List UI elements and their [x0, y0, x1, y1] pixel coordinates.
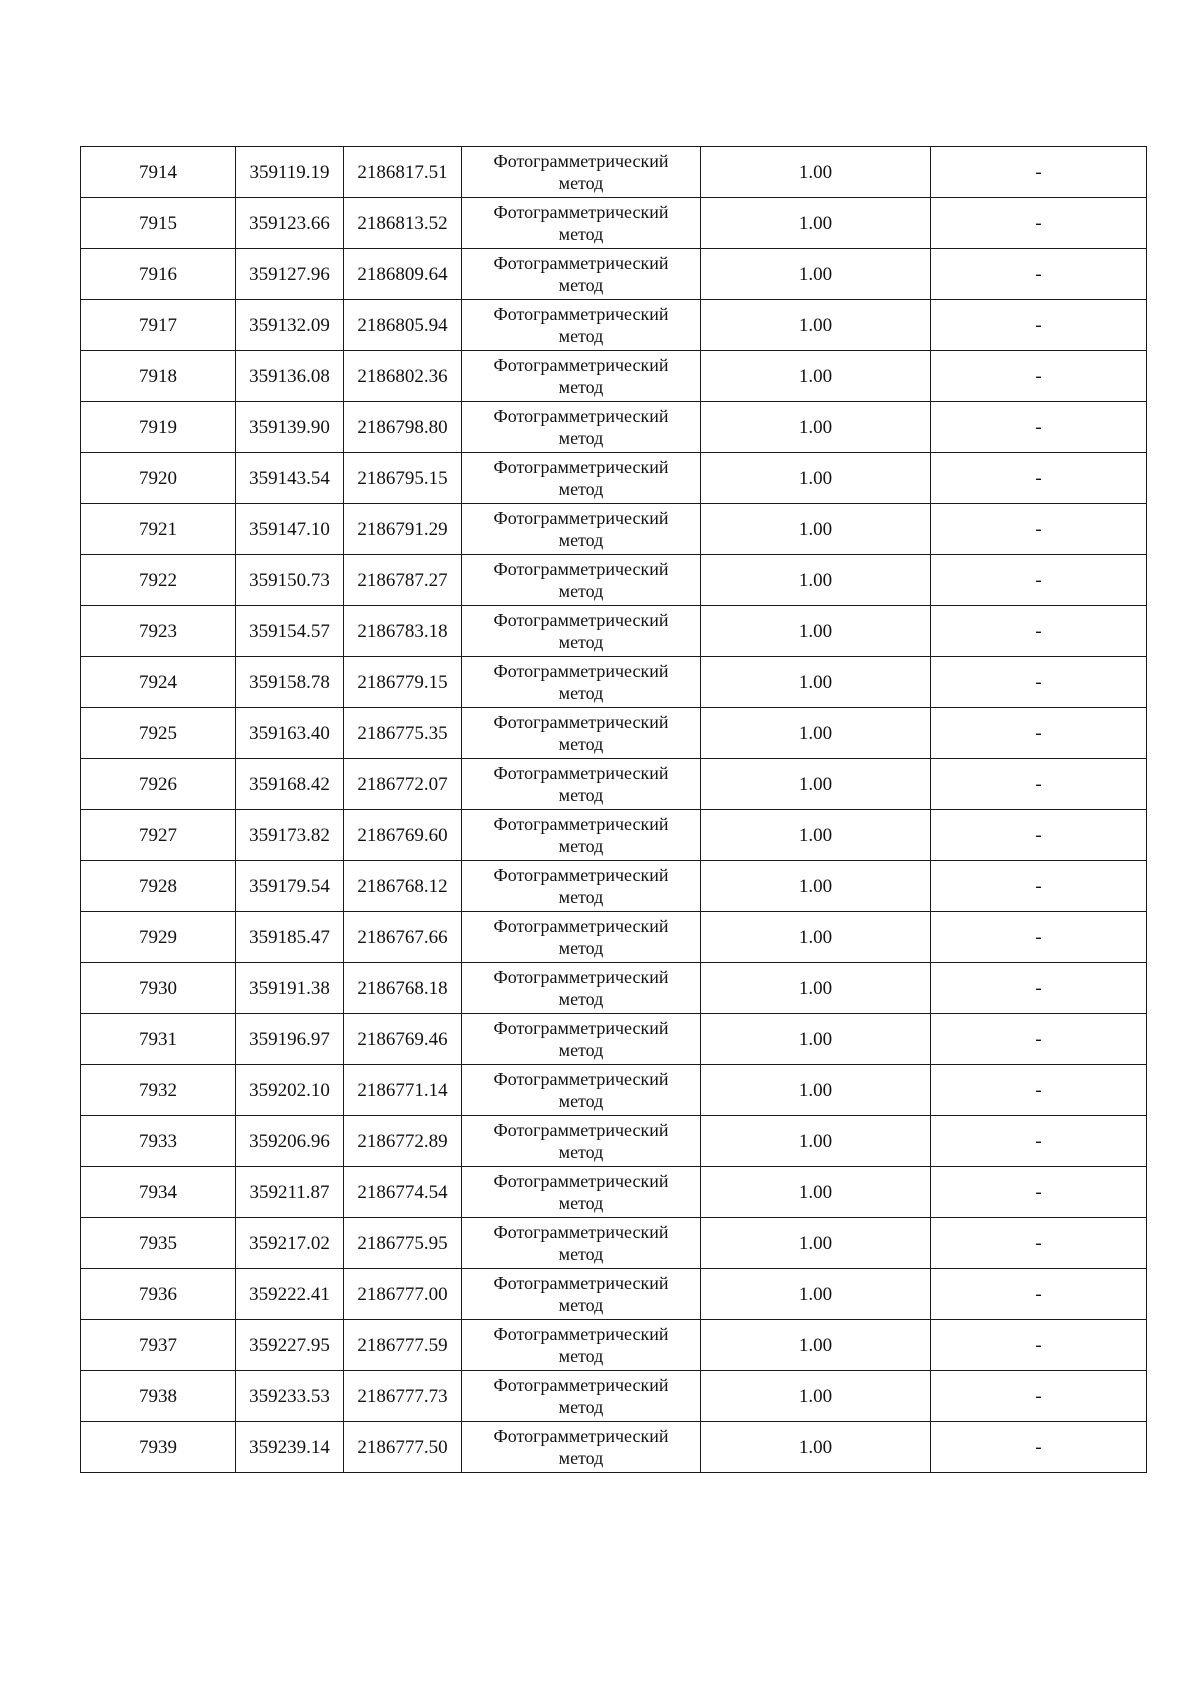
- method-line-1: Фотограмметрический: [493, 508, 669, 528]
- table-row: [81, 249, 1147, 300]
- method-line-2: метод: [558, 275, 604, 295]
- accuracy-cell: 1.00: [701, 1371, 931, 1422]
- table-row: [81, 861, 1147, 912]
- x-coordinate-cell: 359123.66: [236, 198, 344, 249]
- accuracy-cell: 1.00: [701, 1218, 931, 1269]
- accuracy-cell: 1.00: [701, 1269, 931, 1320]
- method-line-1: Фотограмметрический: [493, 253, 669, 273]
- accuracy-cell: 1.00: [701, 300, 931, 351]
- method-cell: [462, 657, 701, 708]
- method-line-2: метод: [558, 1040, 604, 1060]
- accuracy-cell: 1.00: [701, 504, 931, 555]
- method-line-1: Фотограмметрический: [493, 610, 669, 630]
- x-coordinate-cell: 359196.97: [236, 1014, 344, 1065]
- accuracy-cell: 1.00: [701, 963, 931, 1014]
- note-cell: -: [931, 555, 1147, 606]
- table-row: [81, 606, 1147, 657]
- x-coordinate-cell: 359233.53: [236, 1371, 344, 1422]
- y-coordinate-cell: 2186768.18: [344, 963, 462, 1014]
- method-line-2: метод: [558, 1193, 604, 1213]
- point-number-cell: 7938: [81, 1371, 236, 1422]
- method-line-2: метод: [558, 734, 604, 754]
- method-cell: [462, 606, 701, 657]
- method-line-2: метод: [558, 173, 604, 193]
- x-coordinate-cell: 359147.10: [236, 504, 344, 555]
- table-row: [81, 198, 1147, 249]
- note-cell: -: [931, 1269, 1147, 1320]
- point-number-cell: 7923: [81, 606, 236, 657]
- point-number-cell: 7932: [81, 1065, 236, 1116]
- y-coordinate-cell: 2186775.35: [344, 708, 462, 759]
- accuracy-cell: 1.00: [701, 861, 931, 912]
- table-row: [81, 1167, 1147, 1218]
- y-coordinate-cell: 2186783.18: [344, 606, 462, 657]
- method-cell: [462, 351, 701, 402]
- method-line-2: метод: [558, 632, 604, 652]
- y-coordinate-cell: 2186772.07: [344, 759, 462, 810]
- accuracy-cell: 1.00: [701, 1014, 931, 1065]
- method-cell: [462, 810, 701, 861]
- table-row: [81, 147, 1147, 198]
- method-line-2: метод: [558, 428, 604, 448]
- method-line-1: Фотограмметрический: [493, 916, 669, 936]
- note-cell: -: [931, 708, 1147, 759]
- method-line-2: метод: [558, 836, 604, 856]
- point-number-cell: 7919: [81, 402, 236, 453]
- note-cell: -: [931, 912, 1147, 963]
- table-row: [81, 657, 1147, 708]
- accuracy-cell: 1.00: [701, 1320, 931, 1371]
- method-line-1: Фотограмметрический: [493, 712, 669, 732]
- x-coordinate-cell: 359206.96: [236, 1116, 344, 1167]
- method-line-2: метод: [558, 938, 604, 958]
- point-number-cell: 7922: [81, 555, 236, 606]
- table-row: [81, 963, 1147, 1014]
- point-number-cell: 7937: [81, 1320, 236, 1371]
- y-coordinate-cell: 2186802.36: [344, 351, 462, 402]
- method-cell: [462, 1269, 701, 1320]
- method-line-1: Фотограмметрический: [493, 1375, 669, 1395]
- table-row: [81, 351, 1147, 402]
- y-coordinate-cell: 2186775.95: [344, 1218, 462, 1269]
- point-number-cell: 7925: [81, 708, 236, 759]
- accuracy-cell: 1.00: [701, 402, 931, 453]
- x-coordinate-cell: 359168.42: [236, 759, 344, 810]
- x-coordinate-cell: 359227.95: [236, 1320, 344, 1371]
- y-coordinate-cell: 2186805.94: [344, 300, 462, 351]
- y-coordinate-cell: 2186817.51: [344, 147, 462, 198]
- note-cell: -: [931, 402, 1147, 453]
- table-row: [81, 1065, 1147, 1116]
- method-cell: [462, 708, 701, 759]
- note-cell: -: [931, 759, 1147, 810]
- x-coordinate-cell: 359222.41: [236, 1269, 344, 1320]
- method-cell: [462, 1167, 701, 1218]
- note-cell: -: [931, 351, 1147, 402]
- accuracy-cell: 1.00: [701, 555, 931, 606]
- point-number-cell: 7921: [81, 504, 236, 555]
- x-coordinate-cell: 359139.90: [236, 402, 344, 453]
- note-cell: -: [931, 453, 1147, 504]
- method-line-2: метод: [558, 989, 604, 1009]
- x-coordinate-cell: 359154.57: [236, 606, 344, 657]
- table-row: [81, 1422, 1147, 1473]
- method-cell: [462, 147, 701, 198]
- point-number-cell: 7926: [81, 759, 236, 810]
- method-cell: [462, 963, 701, 1014]
- note-cell: -: [931, 657, 1147, 708]
- table-row: [81, 1014, 1147, 1065]
- method-line-2: метод: [558, 785, 604, 805]
- note-cell: -: [931, 963, 1147, 1014]
- method-cell: [462, 249, 701, 300]
- method-cell: [462, 504, 701, 555]
- x-coordinate-cell: 359143.54: [236, 453, 344, 504]
- x-coordinate-cell: 359163.40: [236, 708, 344, 759]
- method-line-2: метод: [558, 326, 604, 346]
- y-coordinate-cell: 2186787.27: [344, 555, 462, 606]
- method-line-1: Фотограмметрический: [493, 967, 669, 987]
- table-row: [81, 759, 1147, 810]
- point-number-cell: 7914: [81, 147, 236, 198]
- method-cell: [462, 1116, 701, 1167]
- method-line-2: метод: [558, 1346, 604, 1366]
- note-cell: -: [931, 1116, 1147, 1167]
- y-coordinate-cell: 2186777.73: [344, 1371, 462, 1422]
- x-coordinate-cell: 359132.09: [236, 300, 344, 351]
- note-cell: -: [931, 1167, 1147, 1218]
- accuracy-cell: 1.00: [701, 453, 931, 504]
- method-line-1: Фотограмметрический: [493, 763, 669, 783]
- method-line-1: Фотограмметрический: [493, 814, 669, 834]
- x-coordinate-cell: 359202.10: [236, 1065, 344, 1116]
- point-number-cell: 7916: [81, 249, 236, 300]
- method-cell: [462, 453, 701, 504]
- accuracy-cell: 1.00: [701, 1422, 931, 1473]
- y-coordinate-cell: 2186772.89: [344, 1116, 462, 1167]
- table-row: [81, 453, 1147, 504]
- method-line-2: метод: [558, 1091, 604, 1111]
- accuracy-cell: 1.00: [701, 1065, 931, 1116]
- x-coordinate-cell: 359173.82: [236, 810, 344, 861]
- table-row: [81, 300, 1147, 351]
- table-row: [81, 1218, 1147, 1269]
- y-coordinate-cell: 2186798.80: [344, 402, 462, 453]
- method-line-2: метод: [558, 581, 604, 601]
- method-line-1: Фотограмметрический: [493, 1222, 669, 1242]
- x-coordinate-cell: 359239.14: [236, 1422, 344, 1473]
- table-row: [81, 810, 1147, 861]
- y-coordinate-cell: 2186795.15: [344, 453, 462, 504]
- method-cell: [462, 402, 701, 453]
- note-cell: -: [931, 1320, 1147, 1371]
- method-line-1: Фотограмметрический: [493, 559, 669, 579]
- point-number-cell: 7939: [81, 1422, 236, 1473]
- table-row: [81, 504, 1147, 555]
- x-coordinate-cell: 359185.47: [236, 912, 344, 963]
- method-cell: [462, 1320, 701, 1371]
- point-number-cell: 7920: [81, 453, 236, 504]
- y-coordinate-cell: 2186767.66: [344, 912, 462, 963]
- method-cell: [462, 1218, 701, 1269]
- method-line-2: метод: [558, 530, 604, 550]
- note-cell: -: [931, 249, 1147, 300]
- accuracy-cell: 1.00: [701, 1167, 931, 1218]
- coordinates-table: [80, 146, 1147, 1473]
- method-cell: [462, 300, 701, 351]
- note-cell: -: [931, 300, 1147, 351]
- table-row: [81, 708, 1147, 759]
- note-cell: -: [931, 147, 1147, 198]
- table-row: [81, 1371, 1147, 1422]
- method-cell: [462, 759, 701, 810]
- x-coordinate-cell: 359179.54: [236, 861, 344, 912]
- x-coordinate-cell: 359119.19: [236, 147, 344, 198]
- note-cell: -: [931, 1422, 1147, 1473]
- method-line-2: метод: [558, 887, 604, 907]
- table-row: [81, 1269, 1147, 1320]
- method-line-2: метод: [558, 479, 604, 499]
- y-coordinate-cell: 2186779.15: [344, 657, 462, 708]
- method-line-1: Фотограмметрический: [493, 457, 669, 477]
- method-cell: [462, 861, 701, 912]
- coordinates-table-body: [81, 147, 1147, 1473]
- point-number-cell: 7935: [81, 1218, 236, 1269]
- method-line-2: метод: [558, 1295, 604, 1315]
- x-coordinate-cell: 359158.78: [236, 657, 344, 708]
- method-line-1: Фотограмметрический: [493, 1273, 669, 1293]
- note-cell: -: [931, 198, 1147, 249]
- accuracy-cell: 1.00: [701, 198, 931, 249]
- note-cell: -: [931, 861, 1147, 912]
- method-line-1: Фотограмметрический: [493, 1426, 669, 1446]
- point-number-cell: 7936: [81, 1269, 236, 1320]
- method-line-2: метод: [558, 1142, 604, 1162]
- method-cell: [462, 912, 701, 963]
- note-cell: -: [931, 1065, 1147, 1116]
- point-number-cell: 7933: [81, 1116, 236, 1167]
- method-line-2: метод: [558, 224, 604, 244]
- method-line-2: метод: [558, 1397, 604, 1417]
- point-number-cell: 7917: [81, 300, 236, 351]
- accuracy-cell: 1.00: [701, 912, 931, 963]
- accuracy-cell: 1.00: [701, 249, 931, 300]
- method-line-1: Фотограмметрический: [493, 1069, 669, 1089]
- x-coordinate-cell: 359127.96: [236, 249, 344, 300]
- method-line-2: метод: [558, 377, 604, 397]
- y-coordinate-cell: 2186813.52: [344, 198, 462, 249]
- accuracy-cell: 1.00: [701, 759, 931, 810]
- note-cell: -: [931, 810, 1147, 861]
- method-line-1: Фотограмметрический: [493, 355, 669, 375]
- y-coordinate-cell: 2186769.46: [344, 1014, 462, 1065]
- y-coordinate-cell: 2186809.64: [344, 249, 462, 300]
- method-line-2: метод: [558, 1448, 604, 1468]
- accuracy-cell: 1.00: [701, 810, 931, 861]
- y-coordinate-cell: 2186777.00: [344, 1269, 462, 1320]
- x-coordinate-cell: 359150.73: [236, 555, 344, 606]
- method-line-2: метод: [558, 1244, 604, 1264]
- y-coordinate-cell: 2186768.12: [344, 861, 462, 912]
- table-row: [81, 912, 1147, 963]
- method-line-1: Фотограмметрический: [493, 406, 669, 426]
- table-row: [81, 1116, 1147, 1167]
- method-cell: [462, 1065, 701, 1116]
- note-cell: -: [931, 504, 1147, 555]
- accuracy-cell: 1.00: [701, 657, 931, 708]
- x-coordinate-cell: 359191.38: [236, 963, 344, 1014]
- y-coordinate-cell: 2186777.50: [344, 1422, 462, 1473]
- method-line-1: Фотограмметрический: [493, 865, 669, 885]
- point-number-cell: 7927: [81, 810, 236, 861]
- method-line-1: Фотограмметрический: [493, 1171, 669, 1191]
- y-coordinate-cell: 2186774.54: [344, 1167, 462, 1218]
- point-number-cell: 7930: [81, 963, 236, 1014]
- method-line-1: Фотограмметрический: [493, 661, 669, 681]
- accuracy-cell: 1.00: [701, 351, 931, 402]
- table-row: [81, 402, 1147, 453]
- table-row: [81, 1320, 1147, 1371]
- accuracy-cell: 1.00: [701, 1116, 931, 1167]
- note-cell: -: [931, 606, 1147, 657]
- point-number-cell: 7928: [81, 861, 236, 912]
- method-line-1: Фотограмметрический: [493, 202, 669, 222]
- table-row: [81, 555, 1147, 606]
- method-cell: [462, 555, 701, 606]
- y-coordinate-cell: 2186777.59: [344, 1320, 462, 1371]
- point-number-cell: 7929: [81, 912, 236, 963]
- method-line-1: Фотограмметрический: [493, 304, 669, 324]
- y-coordinate-cell: 2186769.60: [344, 810, 462, 861]
- accuracy-cell: 1.00: [701, 708, 931, 759]
- x-coordinate-cell: 359211.87: [236, 1167, 344, 1218]
- method-line-1: Фотограмметрический: [493, 1018, 669, 1038]
- accuracy-cell: 1.00: [701, 606, 931, 657]
- point-number-cell: 7934: [81, 1167, 236, 1218]
- method-cell: [462, 1371, 701, 1422]
- point-number-cell: 7918: [81, 351, 236, 402]
- note-cell: -: [931, 1014, 1147, 1065]
- y-coordinate-cell: 2186771.14: [344, 1065, 462, 1116]
- note-cell: -: [931, 1218, 1147, 1269]
- accuracy-cell: 1.00: [701, 147, 931, 198]
- method-line-1: Фотограмметрический: [493, 1324, 669, 1344]
- note-cell: -: [931, 1371, 1147, 1422]
- x-coordinate-cell: 359217.02: [236, 1218, 344, 1269]
- method-cell: [462, 1014, 701, 1065]
- method-cell: [462, 1422, 701, 1473]
- method-cell: [462, 198, 701, 249]
- y-coordinate-cell: 2186791.29: [344, 504, 462, 555]
- point-number-cell: 7931: [81, 1014, 236, 1065]
- point-number-cell: 7915: [81, 198, 236, 249]
- method-line-1: Фотограмметрический: [493, 151, 669, 171]
- x-coordinate-cell: 359136.08: [236, 351, 344, 402]
- point-number-cell: 7924: [81, 657, 236, 708]
- method-line-2: метод: [558, 683, 604, 703]
- method-line-1: Фотограмметрический: [493, 1120, 669, 1140]
